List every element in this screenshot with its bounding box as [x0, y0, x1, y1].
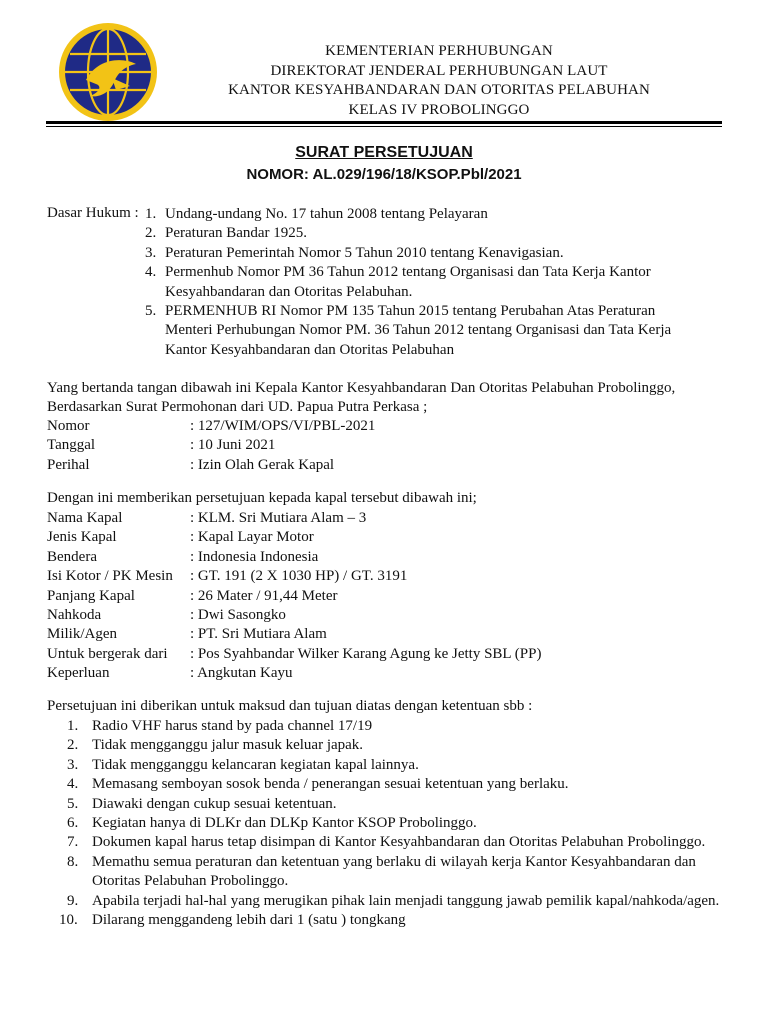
- intro-paragraph: Yang bertanda tangan dibawah ini Kepala Kantor Kesyahbandaran Dan Otoritas Pelabuhan Probolinggo, Berdasarkan Surat Permohonan dari UD. Papua Putra Perkasa ;: [47, 380, 676, 416]
- conditions-list: [59, 717, 737, 930]
- list-item: [145, 244, 705, 263]
- ministry-emblem-icon: [56, 20, 160, 124]
- field-value: : 10 Juni 2021: [190, 437, 276, 454]
- letterhead-line-office: KANTOR KESYAHBANDARAN DAN OTORITAS PELABUHAN: [228, 82, 650, 98]
- list-number: 3.: [145, 244, 157, 261]
- field-label: Panjang Kapal: [47, 587, 135, 604]
- list-item: [67, 795, 737, 814]
- list-item: [145, 205, 705, 224]
- list-item: [59, 911, 737, 930]
- field-value: : Angkutan Kayu: [190, 665, 293, 682]
- dasar-hukum-label: Dasar Hukum :: [47, 205, 139, 221]
- field-label: Untuk bergerak dari: [47, 645, 168, 662]
- letterhead-line-ministry: KEMENTERIAN PERHUBUNGAN: [325, 43, 553, 59]
- approval-intro: Dengan ini memberikan persetujuan kepada kapal tersebut dibawah ini;: [47, 490, 477, 506]
- list-text: Diawaki dengan cukup sesuai ketentuan.: [92, 795, 337, 812]
- field-value: : Kapal Layar Motor: [190, 529, 314, 546]
- field-value: : Izin Olah Gerak Kapal: [190, 456, 335, 473]
- field-value: : 127/WIM/OPS/VI/PBL-2021: [190, 418, 376, 434]
- field-label: Milik/Agen: [47, 626, 117, 643]
- letterhead: [150, 42, 728, 120]
- list-text: Radio VHF harus stand by pada channel 17/19: [92, 718, 373, 734]
- list-text: Apabila terjadi hal-hal yang merugikan pihak lain menjadi tanggung jawab pemilik kapal/nahkoda/agen.: [92, 892, 720, 909]
- field-value: : Indonesia Indonesia: [190, 548, 319, 565]
- list-number: 7.: [67, 834, 79, 851]
- field-value: : Pos Syahbandar Wilker Karang Agung ke Jetty SBL (PP): [190, 645, 542, 662]
- letterhead-divider-thick: [46, 121, 722, 124]
- list-number: 10.: [59, 912, 78, 929]
- field-label: Tanggal: [47, 437, 96, 454]
- field-value: : KLM. Sri Mutiara Alam – 3: [190, 510, 367, 526]
- field-label: Nomor: [47, 418, 90, 434]
- list-item: [145, 263, 705, 302]
- list-number: 1.: [145, 206, 157, 222]
- list-text: Peraturan Bandar 1925.: [165, 225, 308, 242]
- list-text: PERMENHUB RI Nomor PM 135 Tahun 2015 tentang Perubahan Atas Peraturan Menteri Perhubungan Nomor PM. 36 Tahun 2012 tentang Organisasi dan Tata Kerja Kantor Kesyahbandaran dan Otoritas Pelabuhan: [165, 303, 672, 358]
- list-text: Tidak mengganggu jalur masuk keluar japak.: [92, 737, 364, 754]
- list-number: 6.: [67, 815, 79, 832]
- letterhead-line-class: KELAS IV PROBOLINGGO: [348, 101, 530, 118]
- list-item: [67, 892, 737, 911]
- list-text: Undang-undang No. 17 tahun 2008 tentang Pelayaran: [165, 206, 488, 222]
- field-label: Perihal: [47, 456, 90, 473]
- list-item: [145, 302, 705, 360]
- list-number: 9.: [67, 892, 79, 909]
- letterhead-divider-thin: [46, 126, 722, 127]
- list-item: [67, 736, 737, 755]
- list-text: Memasang semboyan sosok benda / penerangan sesuai ketentuan yang berlaku.: [92, 776, 569, 793]
- list-text: Tidak mengganggu kelancaran kegiatan kapal lainnya.: [92, 756, 419, 773]
- field-label: Jenis Kapal: [47, 529, 117, 546]
- field-label: Nama Kapal: [47, 510, 123, 526]
- list-number: 4.: [145, 264, 157, 281]
- field-value: : Dwi Sasongko: [190, 606, 286, 623]
- list-item: [67, 814, 737, 833]
- list-number: 8.: [67, 853, 79, 870]
- field-label: Nahkoda: [47, 606, 102, 623]
- list-number: 2.: [145, 225, 157, 242]
- list-text: Memathu semua peraturan dan ketentuan yang berlaku di wilayah kerja Kantor Kesyahbandaran dan Otoritas Pelabuhan Probolinggo.: [92, 853, 696, 890]
- letterhead-line-directorate: DIREKTORAT JENDERAL PERHUBUNGAN LAUT: [270, 62, 608, 79]
- list-text: Dilarang menggandeng lebih dari 1 (satu ) tongkang: [92, 912, 406, 929]
- list-text: Permenhub Nomor PM 36 Tahun 2012 tentang Organisasi dan Tata Kerja Kantor Kesyahbandaran dan Otoritas Pelabuhan.: [165, 264, 651, 300]
- list-item: [67, 756, 737, 775]
- field-label: Isi Kotor / PK Mesin: [47, 568, 173, 585]
- conditions-intro: Persetujuan ini diberikan untuk maksud dan tujuan diatas dengan ketentuan sbb :: [47, 698, 533, 714]
- list-item: [67, 833, 737, 852]
- field-value: : 26 Mater / 91,44 Meter: [190, 587, 338, 604]
- document-title: SURAT PERSETUJUAN: [295, 144, 473, 161]
- list-number: 2.: [67, 737, 79, 754]
- list-text: Peraturan Pemerintah Nomor 5 Tahun 2010 tentang Kenavigasian.: [165, 244, 564, 261]
- list-item: [67, 853, 737, 892]
- field-label: Bendera: [47, 548, 97, 565]
- field-label: Keperluan: [47, 665, 110, 682]
- list-item: [67, 717, 737, 736]
- document-number: NOMOR: AL.029/196/18/KSOP.Pbl/2021: [246, 166, 522, 183]
- list-item: [67, 775, 737, 794]
- list-number: 5.: [145, 303, 157, 320]
- field-value: : PT. Sri Mutiara Alam: [190, 626, 327, 643]
- list-text: Kegiatan hanya di DLKr dan DLKp Kantor KSOP Probolinggo.: [92, 815, 477, 832]
- list-number: 1.: [67, 718, 79, 734]
- dasar-hukum-list: [145, 205, 705, 360]
- list-number: 4.: [67, 776, 79, 793]
- list-number: 5.: [67, 795, 79, 812]
- list-text: Dokumen kapal harus tetap disimpan di Kantor Kesyahbandaran dan Otoritas Pelabuhan Probolinggo.: [92, 834, 706, 851]
- list-number: 3.: [67, 756, 79, 773]
- field-value: : GT. 191 (2 X 1030 HP) / GT. 3191: [190, 568, 408, 585]
- list-item: [145, 224, 705, 243]
